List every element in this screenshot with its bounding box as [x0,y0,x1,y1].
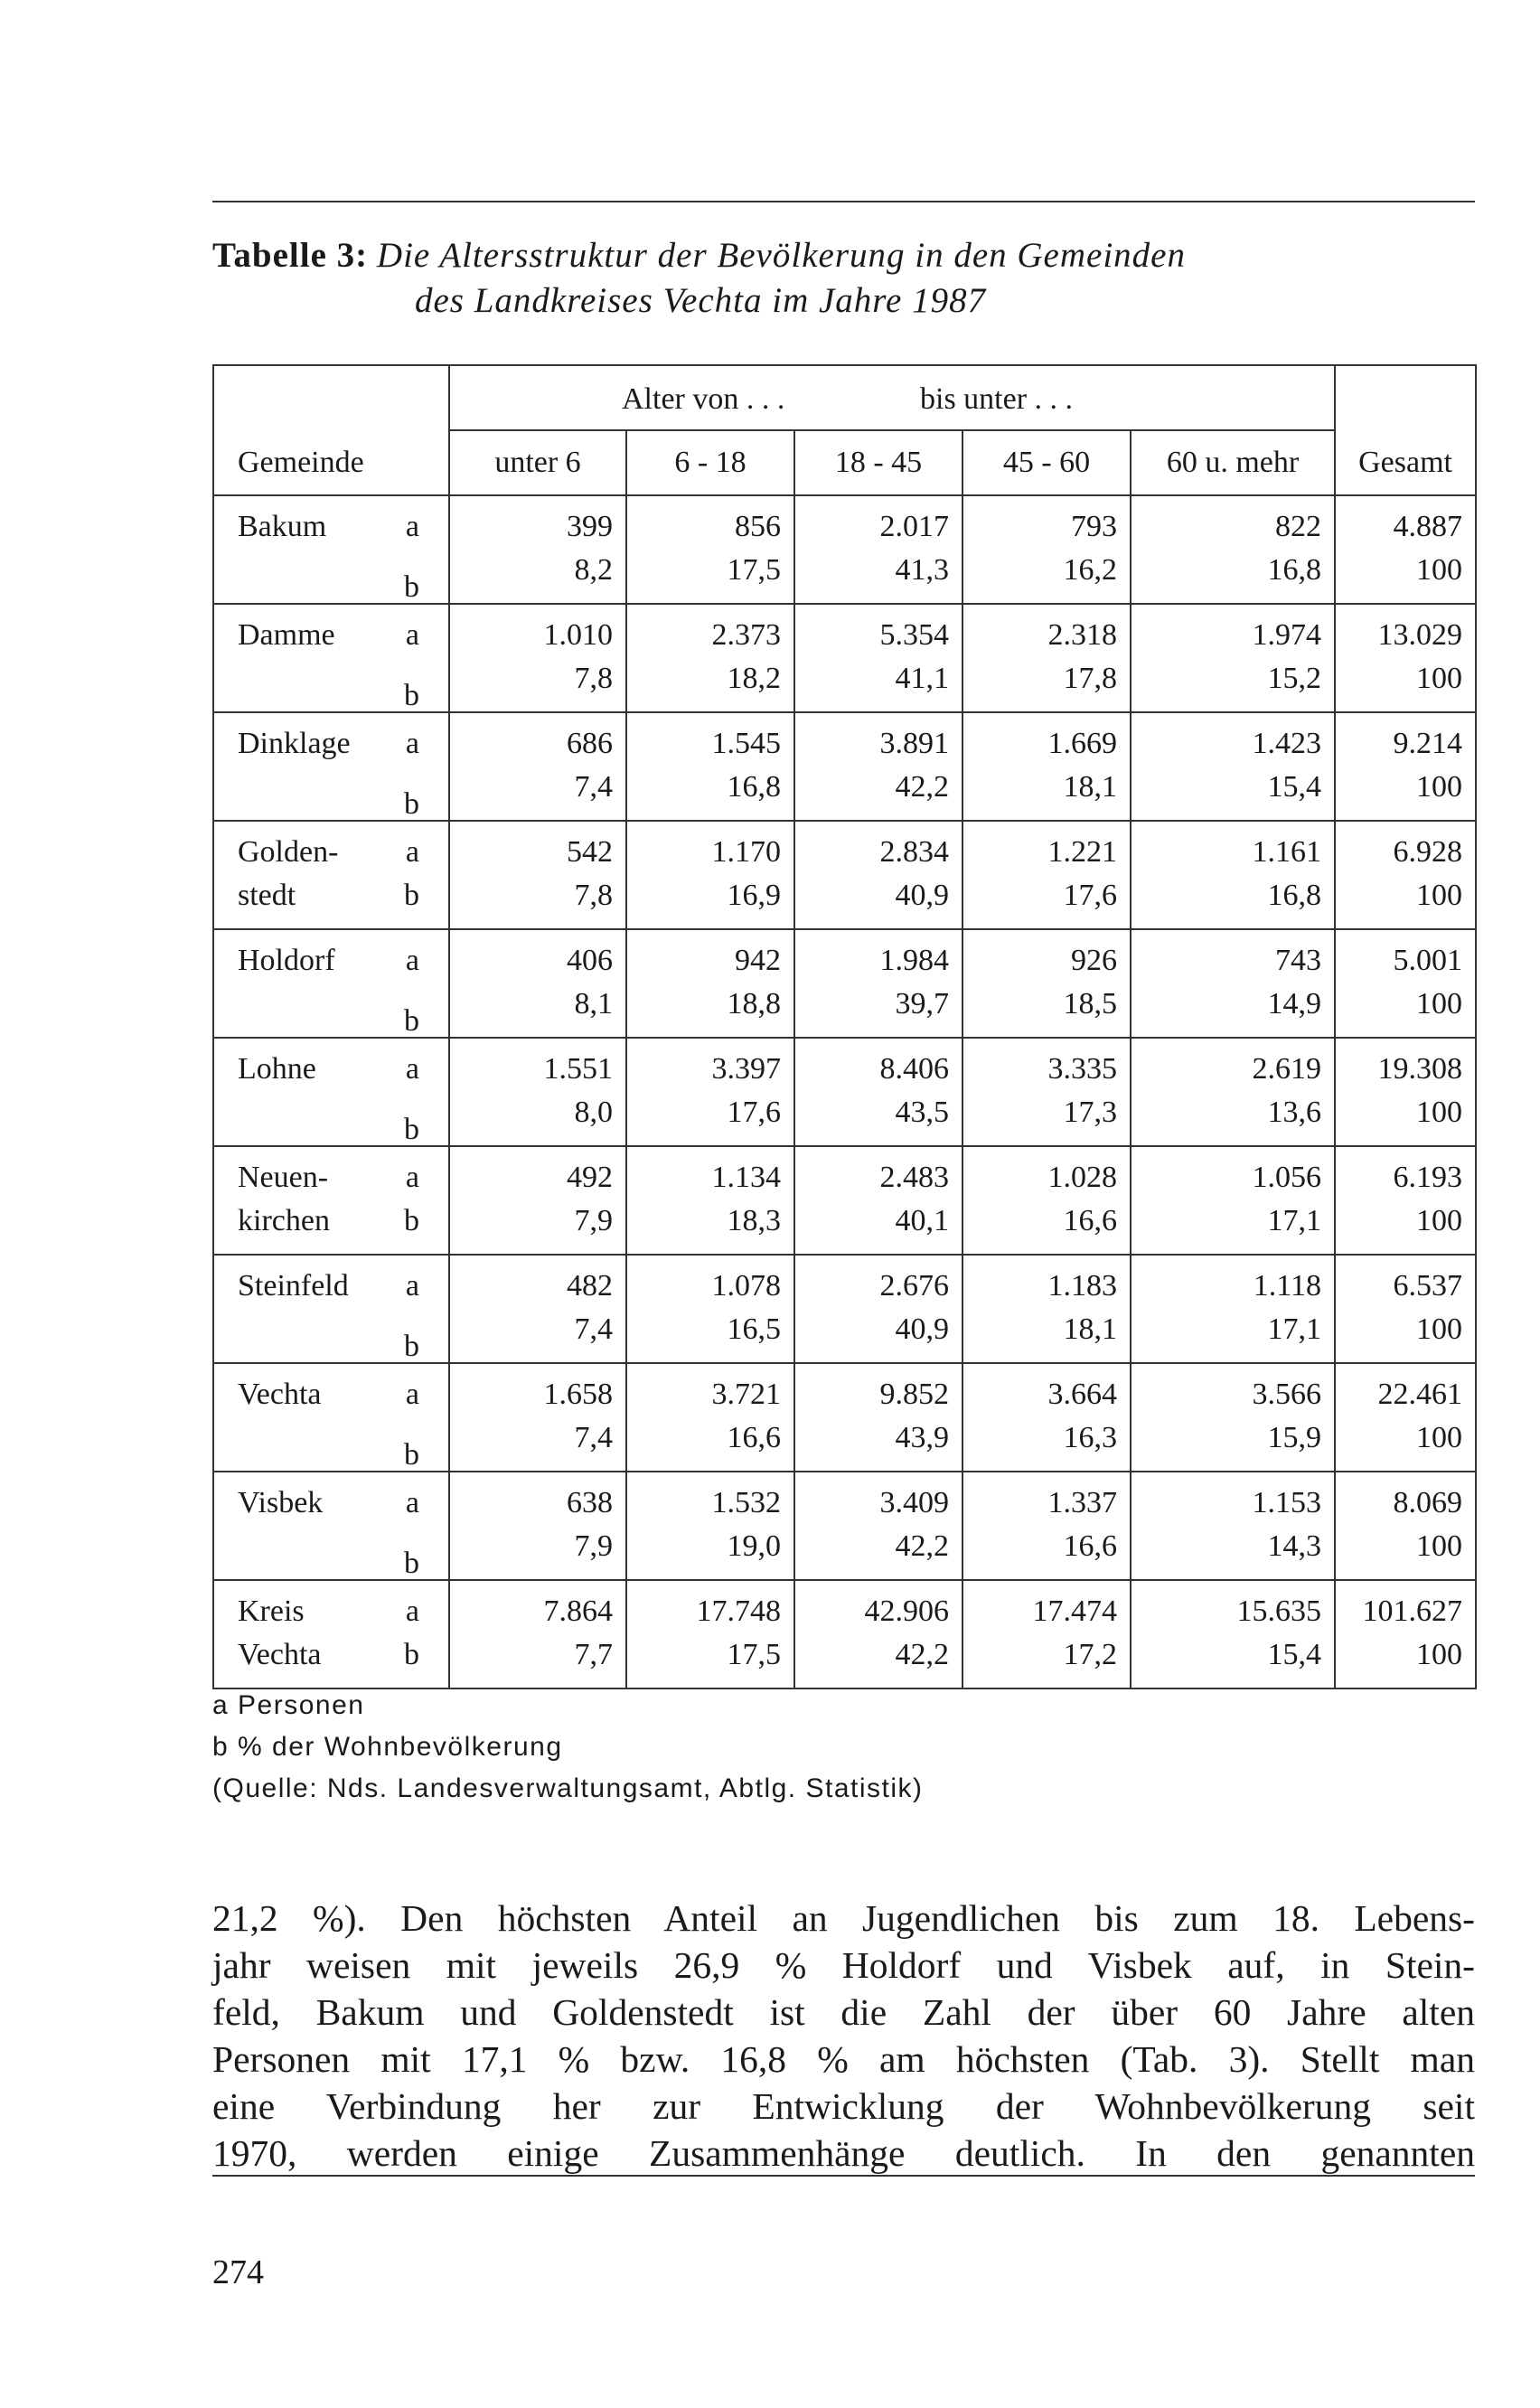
gemeinde-name: Lohne [238,1052,316,1086]
value-cell: 7,9 [449,1199,626,1255]
value-cell: 39,7 [794,983,963,1038]
table-row [213,1525,1476,1580]
value-cell: 17,6 [626,1091,794,1146]
value-cell: 17,6 [963,874,1131,929]
value-cell: 8.069 [1335,1472,1476,1525]
header-alter-von: Alter von . . . [622,382,785,416]
value-cell: 41,3 [794,549,963,604]
value-cell: 1.153 [1131,1472,1335,1525]
gemeinde-cell [213,1416,449,1472]
gemeinde-cell [213,1091,449,1146]
gemeinde-cell [213,1633,449,1688]
value-cell: 8,1 [449,983,626,1038]
value-cell: 101.627 [1335,1580,1476,1633]
gemeinde-cell [213,874,449,929]
value-cell: 482 [449,1255,626,1308]
table-group [213,1363,1476,1472]
gemeinde-name: Steinfeld [238,1269,349,1303]
value-cell: 7.864 [449,1580,626,1633]
value-cell: 19.308 [1335,1038,1476,1091]
value-cell: 8,2 [449,549,626,604]
value-cell: 100 [1335,766,1476,821]
table-notes [212,1685,924,1810]
table-row [213,1580,1476,1633]
gemeinde-cell [213,1308,449,1363]
note-b: b % der Wohnbevölkerung [212,1732,563,1762]
table-group [213,1472,1476,1580]
value-cell: 16,9 [626,874,794,929]
table-row [213,1416,1476,1472]
value-cell: 43,5 [794,1091,963,1146]
gemeinde-cell [213,1525,449,1580]
header-age-range [449,365,1335,430]
table-group [213,1146,1476,1255]
row-type-marker: a [405,1594,419,1628]
value-cell: 40,1 [794,1199,963,1255]
value-cell: 638 [449,1472,626,1525]
value-cell: 7,8 [449,874,626,929]
value-cell: 1.551 [449,1038,626,1091]
value-cell: 1.078 [626,1255,794,1308]
value-cell: 15,2 [1131,657,1335,712]
gemeinde-cell [213,712,449,766]
value-cell: 18,1 [963,766,1131,821]
table-group [213,929,1476,1038]
value-cell: 2.619 [1131,1038,1335,1091]
header-col-4: 60 u. mehr [1131,430,1335,495]
table-row [213,766,1476,821]
value-cell: 17,5 [626,1633,794,1688]
table-row [213,549,1476,604]
table-row [213,821,1476,874]
value-cell: 1.134 [626,1146,794,1199]
value-cell: 942 [626,929,794,983]
value-cell: 17,3 [963,1091,1131,1146]
bottom-rule [212,2175,1475,2177]
value-cell: 100 [1335,874,1476,929]
table-group [213,495,1476,604]
value-cell: 492 [449,1146,626,1199]
gemeinde-name: Kreis [238,1594,305,1628]
value-cell: 686 [449,712,626,766]
value-cell: 822 [1131,495,1335,549]
table-group [213,1255,1476,1363]
body-line: jahr weisen mit jeweils 26,9 % Holdorf und Visbek auf, in Stein- [212,1944,1475,1986]
value-cell: 9.214 [1335,712,1476,766]
value-cell: 1.423 [1131,712,1335,766]
value-cell: 42.906 [794,1580,963,1633]
body-paragraph [212,1895,1475,2177]
row-type-marker: b [404,1438,419,1472]
value-cell: 2.017 [794,495,963,549]
value-cell: 6.537 [1335,1255,1476,1308]
value-cell: 1.183 [963,1255,1131,1308]
table-row [213,1633,1476,1688]
value-cell: 4.887 [1335,495,1476,549]
value-cell: 100 [1335,1308,1476,1363]
gemeinde-cell [213,1363,449,1416]
row-type-marker: b [404,679,419,712]
gemeinde-name: Golden- [238,835,339,869]
row-type-marker: a [405,1269,419,1303]
gemeinde-cell [213,495,449,549]
table-group [213,1580,1476,1688]
header-col-1: 6 - 18 [626,430,794,495]
gemeinde-cell [213,1580,449,1633]
value-cell: 16,6 [626,1416,794,1472]
gemeinde-name: kirchen [238,1204,330,1237]
row-type-marker: a [405,510,419,543]
value-cell: 2.676 [794,1255,963,1308]
table-row [213,712,1476,766]
row-type-marker: b [404,1004,419,1038]
value-cell: 7,9 [449,1525,626,1580]
value-cell: 16,8 [626,766,794,821]
value-cell: 100 [1335,1091,1476,1146]
value-cell: 14,9 [1131,983,1335,1038]
header-bis-unter: bis unter . . . [920,382,1074,416]
age-structure-table [212,364,1477,1689]
value-cell: 17.748 [626,1580,794,1633]
gemeinde-name: stedt [238,879,296,912]
value-cell: 17,1 [1131,1199,1335,1255]
row-type-marker: a [405,1052,419,1086]
gemeinde-cell [213,657,449,712]
value-cell: 3.335 [963,1038,1131,1091]
value-cell: 3.409 [794,1472,963,1525]
value-cell: 16,2 [963,549,1131,604]
table-row [213,1308,1476,1363]
body-line: 21,2 %). Den höchsten Anteil an Jugendlichen bis zum 18. Lebens- [212,1897,1475,1939]
value-cell: 17,5 [626,549,794,604]
value-cell: 15,4 [1131,766,1335,821]
row-type-marker: a [405,618,419,652]
value-cell: 100 [1335,1416,1476,1472]
table-group [213,1038,1476,1146]
value-cell: 18,8 [626,983,794,1038]
value-cell: 2.483 [794,1146,963,1199]
gemeinde-cell [213,1472,449,1525]
caption-title-line1: Die Altersstruktur der Bevölkerung in den Gemeinden [376,236,1186,275]
body-line: 1970, werden einige Zusammenhänge deutlich. In den genannten [212,2132,1475,2174]
body-line: Personen mit 17,1 % bzw. 16,8 % am höchsten (Tab. 3). Stellt man [212,2038,1475,2080]
top-rule [212,201,1475,202]
value-cell: 100 [1335,549,1476,604]
value-cell: 8.406 [794,1038,963,1091]
value-cell: 1.532 [626,1472,794,1525]
value-cell: 3.397 [626,1038,794,1091]
table-row [213,1255,1476,1308]
value-cell: 13,6 [1131,1091,1335,1146]
table-row [213,495,1476,549]
body-line: feld, Bakum und Goldenstedt ist die Zahl der über 60 Jahre alten [212,1991,1475,2033]
value-cell: 43,9 [794,1416,963,1472]
value-cell: 17.474 [963,1580,1131,1633]
value-cell: 16,6 [963,1525,1131,1580]
value-cell: 14,3 [1131,1525,1335,1580]
value-cell: 18,3 [626,1199,794,1255]
value-cell: 743 [1131,929,1335,983]
gemeinde-name: Vechta [238,1378,322,1411]
value-cell: 15,9 [1131,1416,1335,1472]
value-cell: 41,1 [794,657,963,712]
row-type-marker: b [404,1547,419,1580]
value-cell: 2.373 [626,604,794,657]
value-cell: 1.056 [1131,1146,1335,1199]
table-row [213,604,1476,657]
value-cell: 22.461 [1335,1363,1476,1416]
value-cell: 100 [1335,983,1476,1038]
row-type-marker: b [404,879,419,912]
row-type-marker: b [404,1638,419,1671]
table-row [213,1146,1476,1199]
value-cell: 16,5 [626,1308,794,1363]
gemeinde-name: Damme [238,618,335,652]
value-cell: 2.318 [963,604,1131,657]
row-type-marker: a [405,1161,419,1194]
gemeinde-name: Holdorf [238,944,335,977]
gemeinde-name: Bakum [238,510,327,543]
value-cell: 100 [1335,1633,1476,1688]
table-row [213,1038,1476,1091]
row-type-marker: a [405,944,419,977]
note-a: a Personen [212,1690,365,1720]
gemeinde-cell [213,604,449,657]
header-col-3: 45 - 60 [963,430,1131,495]
gemeinde-cell [213,929,449,983]
caption-title-line2: des Landkreises Vechta im Jahre 1987 [415,281,987,320]
value-cell: 18,2 [626,657,794,712]
value-cell: 7,4 [449,766,626,821]
value-cell: 40,9 [794,1308,963,1363]
value-cell: 926 [963,929,1131,983]
value-cell: 100 [1335,1525,1476,1580]
gemeinde-cell [213,1146,449,1199]
gemeinde-name: Visbek [238,1486,324,1519]
value-cell: 1.161 [1131,821,1335,874]
value-cell: 15,4 [1131,1633,1335,1688]
value-cell: 1.010 [449,604,626,657]
value-cell: 1.658 [449,1363,626,1416]
value-cell: 5.001 [1335,929,1476,983]
value-cell: 1.221 [963,821,1131,874]
table-row [213,874,1476,929]
value-cell: 1.984 [794,929,963,983]
value-cell: 2.834 [794,821,963,874]
value-cell: 16,3 [963,1416,1131,1472]
row-type-marker: a [405,1378,419,1411]
value-cell: 16,6 [963,1199,1131,1255]
value-cell: 42,2 [794,766,963,821]
row-type-marker: b [404,1330,419,1363]
table-row [213,1091,1476,1146]
note-source: (Quelle: Nds. Landesverwaltungsamt, Abtlg. Statistik) [212,1773,924,1803]
header-gesamt: Gesamt [1335,430,1476,495]
value-cell: 6.193 [1335,1146,1476,1199]
gemeinde-cell [213,549,449,604]
value-cell: 1.170 [626,821,794,874]
value-cell: 40,9 [794,874,963,929]
table-row [213,1363,1476,1416]
header-col-2: 18 - 45 [794,430,963,495]
table-caption [212,233,1478,324]
row-type-marker: b [404,1113,419,1146]
value-cell: 7,4 [449,1308,626,1363]
value-cell: 3.891 [794,712,963,766]
gemeinde-cell [213,1199,449,1255]
value-cell: 5.354 [794,604,963,657]
table-row [213,983,1476,1038]
row-type-marker: a [405,727,419,760]
header-gemeinde: Gemeinde [213,430,449,495]
table-group [213,821,1476,929]
gemeinde-name: Neuen- [238,1161,329,1194]
value-cell: 13.029 [1335,604,1476,657]
row-type-marker: a [405,1486,419,1519]
value-cell: 17,2 [963,1633,1131,1688]
value-cell: 19,0 [626,1525,794,1580]
value-cell: 1.974 [1131,604,1335,657]
value-cell: 100 [1335,657,1476,712]
value-cell: 8,0 [449,1091,626,1146]
gemeinde-cell [213,983,449,1038]
caption-label: Tabelle 3: [212,236,369,275]
table-row [213,1472,1476,1525]
value-cell: 793 [963,495,1131,549]
value-cell: 17,1 [1131,1308,1335,1363]
gemeinde-cell [213,766,449,821]
value-cell: 16,8 [1131,874,1335,929]
value-cell: 1.545 [626,712,794,766]
gemeinde-cell [213,1038,449,1091]
value-cell: 9.852 [794,1363,963,1416]
gemeinde-name: Dinklage [238,727,351,760]
value-cell: 1.118 [1131,1255,1335,1308]
value-cell: 6.928 [1335,821,1476,874]
value-cell: 7,4 [449,1416,626,1472]
value-cell: 15.635 [1131,1580,1335,1633]
row-type-marker: b [404,1204,419,1237]
value-cell: 1.028 [963,1146,1131,1199]
value-cell: 16,8 [1131,549,1335,604]
gemeinde-cell [213,1255,449,1308]
row-type-marker: b [404,787,419,821]
value-cell: 3.566 [1131,1363,1335,1416]
value-cell: 42,2 [794,1525,963,1580]
gemeinde-name: Vechta [238,1638,322,1671]
table-group [213,604,1476,712]
page-number: 274 [212,2253,264,2291]
value-cell: 7,7 [449,1633,626,1688]
value-cell: 3.721 [626,1363,794,1416]
value-cell: 542 [449,821,626,874]
table-row [213,657,1476,712]
table-group [213,712,1476,821]
value-cell: 100 [1335,1199,1476,1255]
row-type-marker: a [405,835,419,869]
table-row [213,929,1476,983]
row-type-marker: b [404,570,419,604]
value-cell: 18,5 [963,983,1131,1038]
value-cell: 7,8 [449,657,626,712]
value-cell: 17,8 [963,657,1131,712]
value-cell: 18,1 [963,1308,1131,1363]
value-cell: 399 [449,495,626,549]
value-cell: 1.337 [963,1472,1131,1525]
table-row [213,1199,1476,1255]
value-cell: 3.664 [963,1363,1131,1416]
body-line: eine Verbindung her zur Entwicklung der Wohnbevölkerung seit [212,2085,1475,2127]
value-cell: 42,2 [794,1633,963,1688]
header-col-0: unter 6 [449,430,626,495]
value-cell: 406 [449,929,626,983]
gemeinde-cell [213,821,449,874]
value-cell: 1.669 [963,712,1131,766]
value-cell: 856 [626,495,794,549]
